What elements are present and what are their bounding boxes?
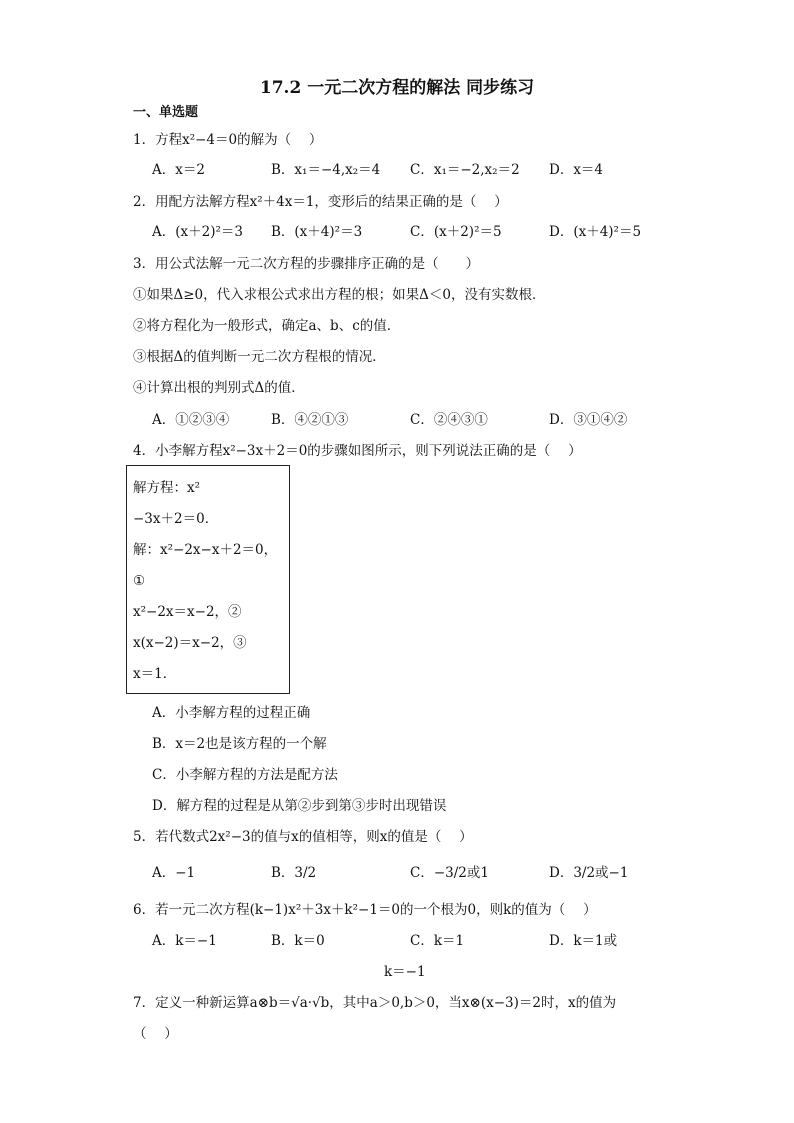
question-3-step-4: ④计算出根的判别式Δ的值．: [133, 380, 305, 396]
question-2-option-b: B．(x＋4)²＝3: [271, 224, 363, 240]
question-6-option-d-continuation: k＝−1: [384, 964, 426, 980]
question-1-stem: 1．方程x²−4＝0的解为（ ）: [133, 132, 323, 148]
question-5-option-a: A．−1: [152, 865, 196, 881]
question-3-option-b: B．④②①③: [271, 412, 349, 428]
question-4-option-d: D．解方程的过程是从第②步到第③步时出现错误: [152, 798, 447, 814]
question-1-option-b: B．x₁＝−4,x₂＝4: [271, 162, 381, 178]
section-heading: 一、单选题: [133, 105, 199, 120]
question-3-step-2: ②将方程化为一般形式，确定a、b、c的值．: [133, 318, 401, 334]
question-6-option-c: C．k＝1: [410, 933, 465, 949]
question-4-option-b: B．x＝2也是该方程的一个解: [152, 736, 327, 752]
question-7-stem: 7．定义一种新运算a⊗b＝√a·√b，其中a＞0,b＞0，当x⊗(x−3)＝2时，x的值为: [133, 995, 617, 1011]
solution-line-6: x(x−2)＝x−2，③: [133, 635, 247, 651]
question-3-stem: 3．用公式法解一元二次方程的步骤排序正确的是（ ）: [133, 256, 480, 272]
question-3-option-a: A．①②③④: [152, 412, 230, 428]
question-4-stem: 4．小李解方程x²−3x＋2＝0的步骤如图所示，则下列说法正确的是（ ）: [133, 443, 582, 459]
question-2-option-c: C．(x＋2)²＝5: [410, 224, 502, 240]
solution-box: [126, 465, 290, 694]
solution-line-4: ①: [133, 573, 146, 589]
question-5-option-b: B．3/2: [271, 865, 317, 881]
question-4-option-c: C．小李解方程的方法是配方法: [152, 767, 338, 783]
solution-line-1: 解方程：x²: [133, 480, 201, 496]
question-6-option-b: B．k＝0: [271, 933, 325, 949]
solution-line-7: x＝1．: [133, 666, 177, 682]
question-4-option-a: A．小李解方程的过程正确: [152, 705, 311, 721]
question-1-option-d: D．x＝4: [549, 162, 604, 178]
question-6-option-d: D．k＝1或: [549, 933, 618, 949]
solution-line-5: x²−2x＝x−2，②: [133, 604, 242, 620]
question-1-option-c: C．x₁＝−2,x₂＝2: [410, 162, 520, 178]
question-2-option-a: A．(x＋2)²＝3: [152, 224, 243, 240]
page-title: 17.2 一元二次方程的解法 同步练习: [259, 78, 535, 98]
question-1-option-a: A．x＝2: [152, 162, 205, 178]
question-2-option-d: D．(x＋4)²＝5: [549, 224, 642, 240]
question-7-stem-line-2: （ ）: [133, 1026, 178, 1042]
question-5-option-d: D．3/2或−1: [549, 865, 629, 881]
question-3-option-c: C．②④③①: [410, 412, 488, 428]
question-3-step-1: ①如果Δ≥0，代入求根公式求出方程的根；如果Δ＜0，没有实数根．: [133, 287, 546, 303]
question-5-stem: 5．若代数式2x²−3的值与x的值相等，则x的值是（ ）: [133, 829, 473, 845]
question-3-step-3: ③根据Δ的值判断一元二次方程根的情况．: [133, 349, 386, 365]
question-6-stem: 6．若一元二次方程(k−1)x²＋3x＋k²−1＝0的一个根为0，则k的值为（ ）: [133, 902, 597, 918]
question-2-stem: 2．用配方法解方程x²＋4x＝1，变形后的结果正确的是（ ）: [133, 194, 508, 210]
question-3-option-d: D．③①④②: [549, 412, 628, 428]
question-5-option-c: C．−3/2或1: [410, 865, 489, 881]
solution-line-3: 解：x²−2x−x＋2＝0，: [133, 542, 278, 558]
solution-line-2: −3x＋2＝0．: [133, 511, 219, 527]
question-6-option-a: A．k＝−1: [152, 933, 217, 949]
